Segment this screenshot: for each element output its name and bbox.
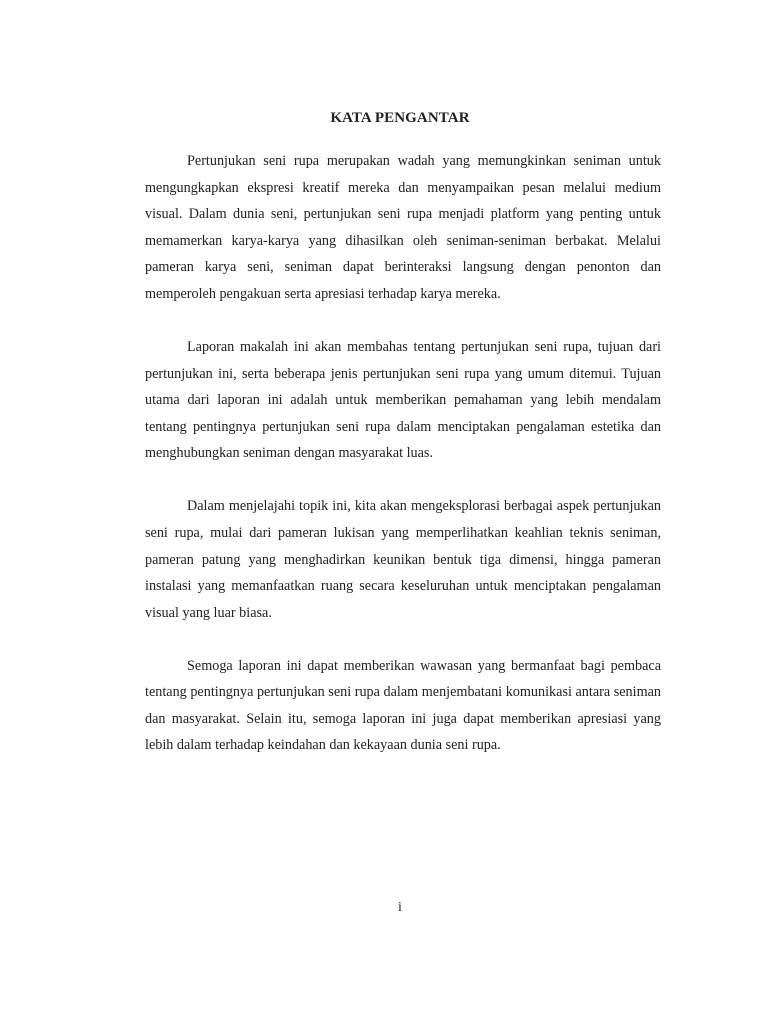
paragraph-1: Pertunjukan seni rupa merupakan wadah yang memungkinkan seniman untuk mengungkapkan ekspresi kreatif mereka dan menyampaikan pesan melalui medium visual. Dalam dunia seni, pertunjukan seni rupa menjadi platform yang penting untuk memamerkan karya-karya yang dihasilkan oleh seniman-seniman berbakat. Melalui pameran karya seni, seniman dapat berinteraksi langsung dengan penonton dan memperoleh pengakuan serta apresiasi terhadap karya mereka. xyxy=(145,153,661,302)
paragraph-3: Dalam menjelajahi topik ini, kita akan mengeksplorasi berbagai aspek pertunjukan seni rupa, mulai dari pameran lukisan yang memperlihatkan keahlian teknis seniman, pameran patung yang menghadirkan keunikan bentuk tiga dimensi, hingga pameran instalasi yang memanfaatkan ruang secara keseluruhan untuk menciptakan pengalaman visual yang luar biasa. xyxy=(145,498,661,621)
paragraph-2: Laporan makalah ini akan membahas tentang pertunjukan seni rupa, tujuan dari pertunjukan ini, serta beberapa jenis pertunjukan seni rupa yang umum ditemui. Tujuan utama dari laporan ini adalah untuk memberikan pemahaman yang lebih mendalam tentang pentingnya pertunjukan seni rupa dalam menciptakan pengalaman estetika dan menghubungkan seniman dengan masyarakat luas. xyxy=(145,338,661,462)
document-body xyxy=(145,148,661,785)
paragraph-4: Semoga laporan ini dapat memberikan wawasan yang bermanfaat bagi pembaca tentang pentingnya pertunjukan seni rupa dalam menjembatani komunikasi antara seniman dan masyarakat. Selain itu, semoga laporan ini juga dapat memberikan apresiasi yang lebih dalam terhadap keindahan dan kekayaan dunia seni rupa. xyxy=(145,657,661,754)
page-number: i xyxy=(398,900,402,915)
page-title: KATA PENGANTAR xyxy=(330,110,470,126)
